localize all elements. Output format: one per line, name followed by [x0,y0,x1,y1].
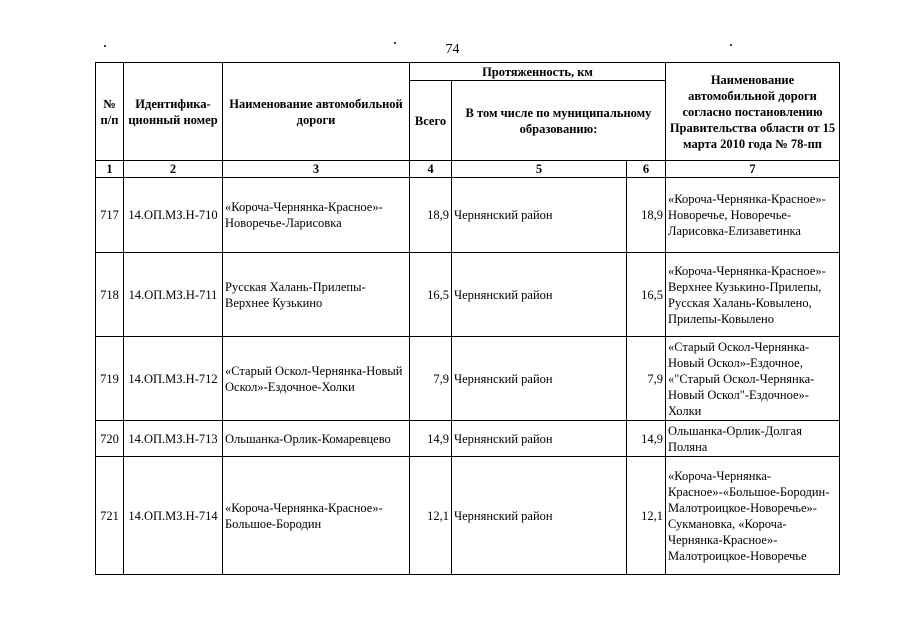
header-road-name: Наименование автомобильной дороги [223,63,410,161]
table-row [96,421,840,457]
cell-total: 12,1 [410,457,452,575]
column-number: 4 [410,161,452,178]
cell-resolution-name: «Короча-Чернянка-Красное»-«Большое-Бородин-Малотроицкое-Новоречье»-Сукмановка, «Короча-Чернянка-Красное»-Малотроицкое-Новоречье [666,457,840,575]
cell-total: 16,5 [410,253,452,337]
cell-district: Чернянский район [452,337,627,421]
cell-road-name: «Короча-Чернянка-Красное»-Большое-Бородин [223,457,410,575]
cell-district-km: 7,9 [627,337,666,421]
cell-district: Чернянский район [452,457,627,575]
cell-id: 14.ОП.МЗ.Н-710 [124,178,223,253]
cell-district: Чернянский район [452,253,627,337]
cell-total: 14,9 [410,421,452,457]
cell-district: Чернянский район [452,421,627,457]
scan-speck [394,42,396,44]
column-number: 5 [452,161,627,178]
column-number: 2 [124,161,223,178]
scan-speck [104,45,106,47]
cell-id: 14.ОП.МЗ.Н-713 [124,421,223,457]
cell-resolution-name: Ольшанка-Орлик-Долгая Поляна [666,421,840,457]
table-row [96,457,840,575]
table-row [96,253,840,337]
cell-resolution-name: «Старый Оскол-Чернянка-Новый Оскол»-Ездочное, «"Старый Оскол-Чернянка-Новый Оскол"-Ездочное»-Холки [666,337,840,421]
cell-resolution-name: «Короча-Чернянка-Красное»-Новоречье, Новоречье-Ларисовка-Елизаветинка [666,178,840,253]
cell-road-name: «Короча-Чернянка-Красное»-Новоречье-Ларисовка [223,178,410,253]
cell-resolution-name: «Короча-Чернянка-Красное»-Верхнее Кузькино-Прилепы, Русская Халань-Ковылено, Прилепы-Ковылено [666,253,840,337]
cell-district-km: 18,9 [627,178,666,253]
header-id: Идентифика-ционный номер [124,63,223,161]
header-length-group: Протяженность, км [410,63,666,81]
cell-id: 14.ОП.МЗ.Н-711 [124,253,223,337]
header-municipal: В том числе по муниципальному образованию: [452,81,666,161]
header-num: № п/п [96,63,124,161]
column-number: 7 [666,161,840,178]
cell-num: 721 [96,457,124,575]
cell-total: 18,9 [410,178,452,253]
cell-district-km: 16,5 [627,253,666,337]
header-total: Всего [410,81,452,161]
cell-total: 7,9 [410,337,452,421]
column-number: 6 [627,161,666,178]
column-number: 1 [96,161,124,178]
cell-id: 14.ОП.МЗ.Н-712 [124,337,223,421]
roads-table [95,62,840,575]
cell-road-name: «Старый Оскол-Чернянка-Новый Оскол»-Ездочное-Холки [223,337,410,421]
table-row [96,178,840,253]
cell-id: 14.ОП.МЗ.Н-714 [124,457,223,575]
cell-district-km: 14,9 [627,421,666,457]
column-number: 3 [223,161,410,178]
table-row [96,337,840,421]
cell-road-name: Ольшанка-Орлик-Комаревцево [223,421,410,457]
cell-district: Чернянский район [452,178,627,253]
cell-num: 719 [96,337,124,421]
page-number: 74 [445,42,460,57]
scan-speck [730,44,732,46]
cell-road-name: Русская Халань-Прилепы-Верхнее Кузькино [223,253,410,337]
cell-district-km: 12,1 [627,457,666,575]
cell-num: 718 [96,253,124,337]
cell-num: 717 [96,178,124,253]
cell-num: 720 [96,421,124,457]
header-resolution-name: Наименование автомобильной дороги согласно постановлению Правительства области от 15 марта 2010 года № 78-пп [666,63,840,161]
